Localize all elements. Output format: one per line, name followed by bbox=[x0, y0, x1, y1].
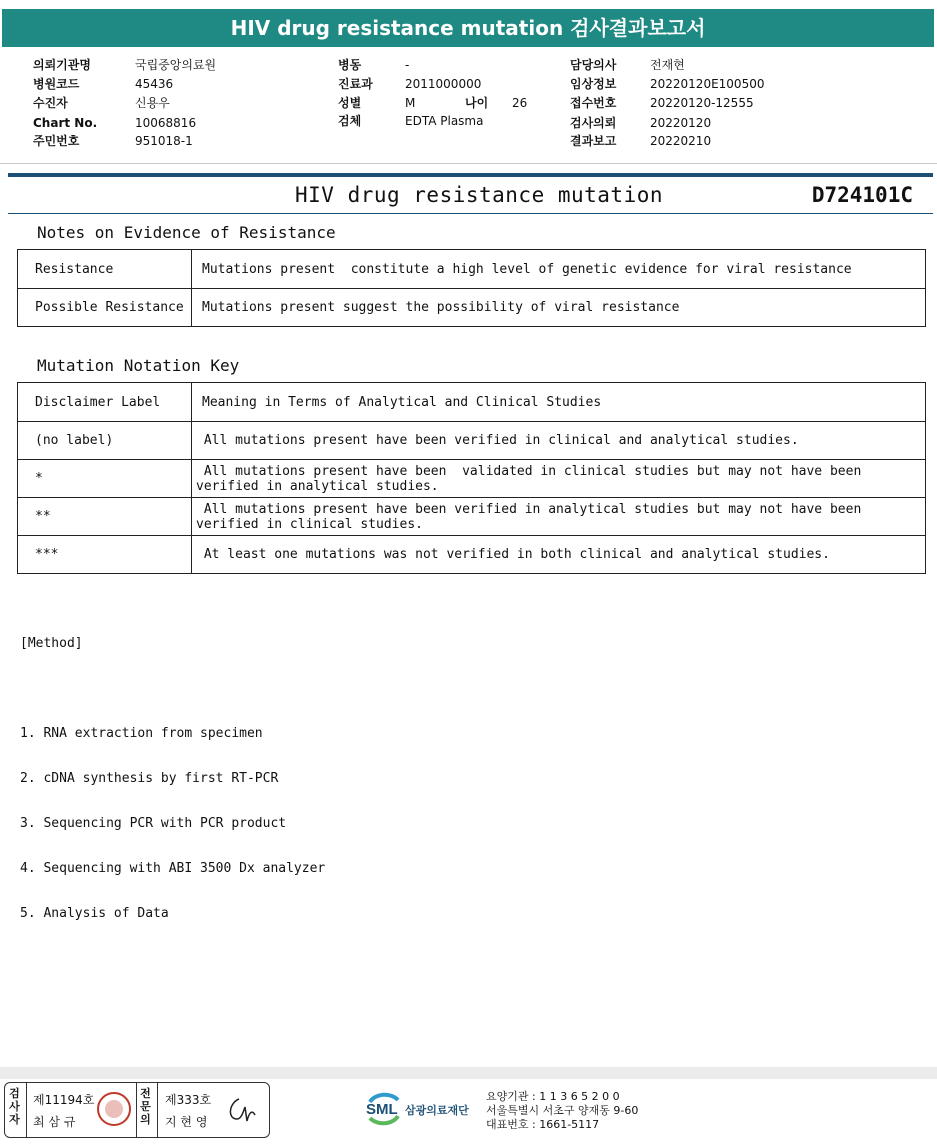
reviewer-name: 지 현 영 bbox=[165, 1115, 208, 1129]
key-text-cell: All mutations present have been validated in clinical studies but may not have been verified in analytical studies. bbox=[192, 460, 926, 498]
info-value: 10068816 bbox=[135, 116, 197, 130]
key-label-cell: Disclaimer Label bbox=[18, 383, 192, 422]
info-value: EDTA Plasma bbox=[405, 114, 484, 128]
key-label-cell: *** bbox=[18, 536, 192, 574]
key-text-cell: Meaning in Terms of Analytical and Clinical Studies bbox=[192, 383, 926, 422]
divider bbox=[136, 1083, 137, 1137]
info-label: 임상정보 bbox=[570, 77, 617, 91]
notes-text-cell: Mutations present constitute a high level of genetic evidence for viral resistance bbox=[192, 250, 926, 289]
info-label: 검체 bbox=[338, 114, 362, 128]
method-section bbox=[20, 606, 325, 936]
info-label: 진료과 bbox=[338, 77, 373, 91]
reviewer-tag: 전문의 bbox=[140, 1087, 151, 1126]
table-row bbox=[18, 460, 926, 498]
info-label: 병원코드 bbox=[33, 77, 80, 91]
org-address bbox=[486, 1090, 638, 1132]
info-value: 20220120 bbox=[650, 116, 712, 130]
key-table bbox=[17, 382, 926, 574]
footer-band bbox=[0, 1067, 937, 1079]
method-heading: [Method] bbox=[20, 636, 83, 651]
info-value: 20220120-12555 bbox=[650, 96, 754, 110]
table-row bbox=[18, 498, 926, 536]
notes-label-cell: Resistance bbox=[18, 250, 192, 289]
key-heading: Mutation Notation Key bbox=[37, 356, 240, 375]
key-label-cell: (no label) bbox=[18, 422, 192, 460]
info-value: - bbox=[405, 58, 410, 72]
info-value: 20220120E100500 bbox=[650, 77, 765, 91]
spacer bbox=[20, 681, 325, 696]
notes-text-cell: Mutations present suggest the possibility of viral resistance bbox=[192, 289, 926, 327]
age-value: 26 bbox=[512, 96, 528, 110]
report-code: D724101C bbox=[811, 183, 913, 207]
notes-label-cell: Possible Resistance bbox=[18, 289, 192, 327]
key-text-cell: All mutations present have been verified in clinical and analytical studies. bbox=[192, 422, 926, 460]
key-text-cell: All mutations present have been verified in analytical studies but may not have been verified in clinical studies. bbox=[192, 498, 926, 536]
info-value: 20220210 bbox=[650, 134, 712, 148]
method-step: 4. Sequencing with ABI 3500 Dx analyzer bbox=[20, 861, 326, 876]
address-line: 대표번호 : 1661-5117 bbox=[486, 1118, 600, 1131]
info-label: Chart No. bbox=[33, 116, 98, 130]
info-label: 수진자 bbox=[33, 96, 68, 110]
tester-number: 제11194호 bbox=[33, 1093, 95, 1107]
logo-abbr: SML bbox=[366, 1101, 398, 1118]
tester-tag: 검사자 bbox=[9, 1087, 20, 1126]
info-value: 45436 bbox=[135, 77, 174, 91]
info-label: 성별 bbox=[338, 96, 362, 110]
divider-thin bbox=[8, 213, 933, 214]
info-value: 2011000000 bbox=[405, 77, 482, 91]
seal-stamp-icon bbox=[97, 1092, 131, 1126]
divider-thick bbox=[8, 173, 933, 177]
org-name: 삼광의료재단 bbox=[405, 1104, 469, 1117]
method-step: 1. RNA extraction from specimen bbox=[20, 726, 263, 741]
address-line: 서울특별시 서초구 양재동 9-60 bbox=[486, 1104, 639, 1117]
method-step: 5. Analysis of Data bbox=[20, 906, 169, 921]
report-title: HIV drug resistance mutation bbox=[295, 183, 664, 207]
report-header-title: HIV drug resistance mutation 검사결과보고서 bbox=[2, 9, 934, 47]
table-row bbox=[18, 536, 926, 574]
age-label: 나이 bbox=[465, 96, 489, 110]
sml-logo-icon bbox=[364, 1088, 404, 1128]
reviewer-number: 제333호 bbox=[165, 1093, 212, 1107]
info-label: 담당의사 bbox=[570, 58, 617, 72]
table-row bbox=[18, 289, 926, 327]
info-label: 접수번호 bbox=[570, 96, 617, 110]
info-value: M bbox=[405, 96, 416, 110]
table-row bbox=[18, 422, 926, 460]
info-label: 의뢰기관명 bbox=[33, 58, 91, 72]
address-line: 요양기관 : 1 1 3 6 5 2 0 0 bbox=[486, 1090, 620, 1103]
info-label: 병동 bbox=[338, 58, 362, 72]
info-value: 전재현 bbox=[650, 58, 685, 72]
info-label: 결과보고 bbox=[570, 134, 617, 148]
info-value: 국립중앙의료원 bbox=[135, 58, 217, 72]
tester-name: 최 삼 규 bbox=[33, 1115, 76, 1129]
table-row bbox=[18, 383, 926, 422]
key-text-cell: At least one mutations was not verified in both clinical and analytical studies. bbox=[192, 536, 926, 574]
divider bbox=[157, 1083, 158, 1137]
info-label: 주민번호 bbox=[33, 134, 80, 148]
key-label-cell: * bbox=[18, 460, 192, 498]
divider bbox=[26, 1083, 27, 1137]
method-step: 3. Sequencing PCR with PCR product bbox=[20, 816, 287, 831]
method-step: 2. cDNA synthesis by first RT-PCR bbox=[20, 771, 279, 786]
divider bbox=[0, 163, 937, 164]
notes-heading: Notes on Evidence of Resistance bbox=[37, 223, 336, 242]
notes-table bbox=[17, 249, 926, 327]
signature-box bbox=[4, 1082, 270, 1138]
key-label-cell: ** bbox=[18, 498, 192, 536]
info-value: 신용우 bbox=[135, 96, 170, 110]
info-label: 검사의뢰 bbox=[570, 116, 617, 130]
info-value: 951018-1 bbox=[135, 134, 193, 148]
signature-icon bbox=[225, 1093, 261, 1127]
table-row bbox=[18, 250, 926, 289]
